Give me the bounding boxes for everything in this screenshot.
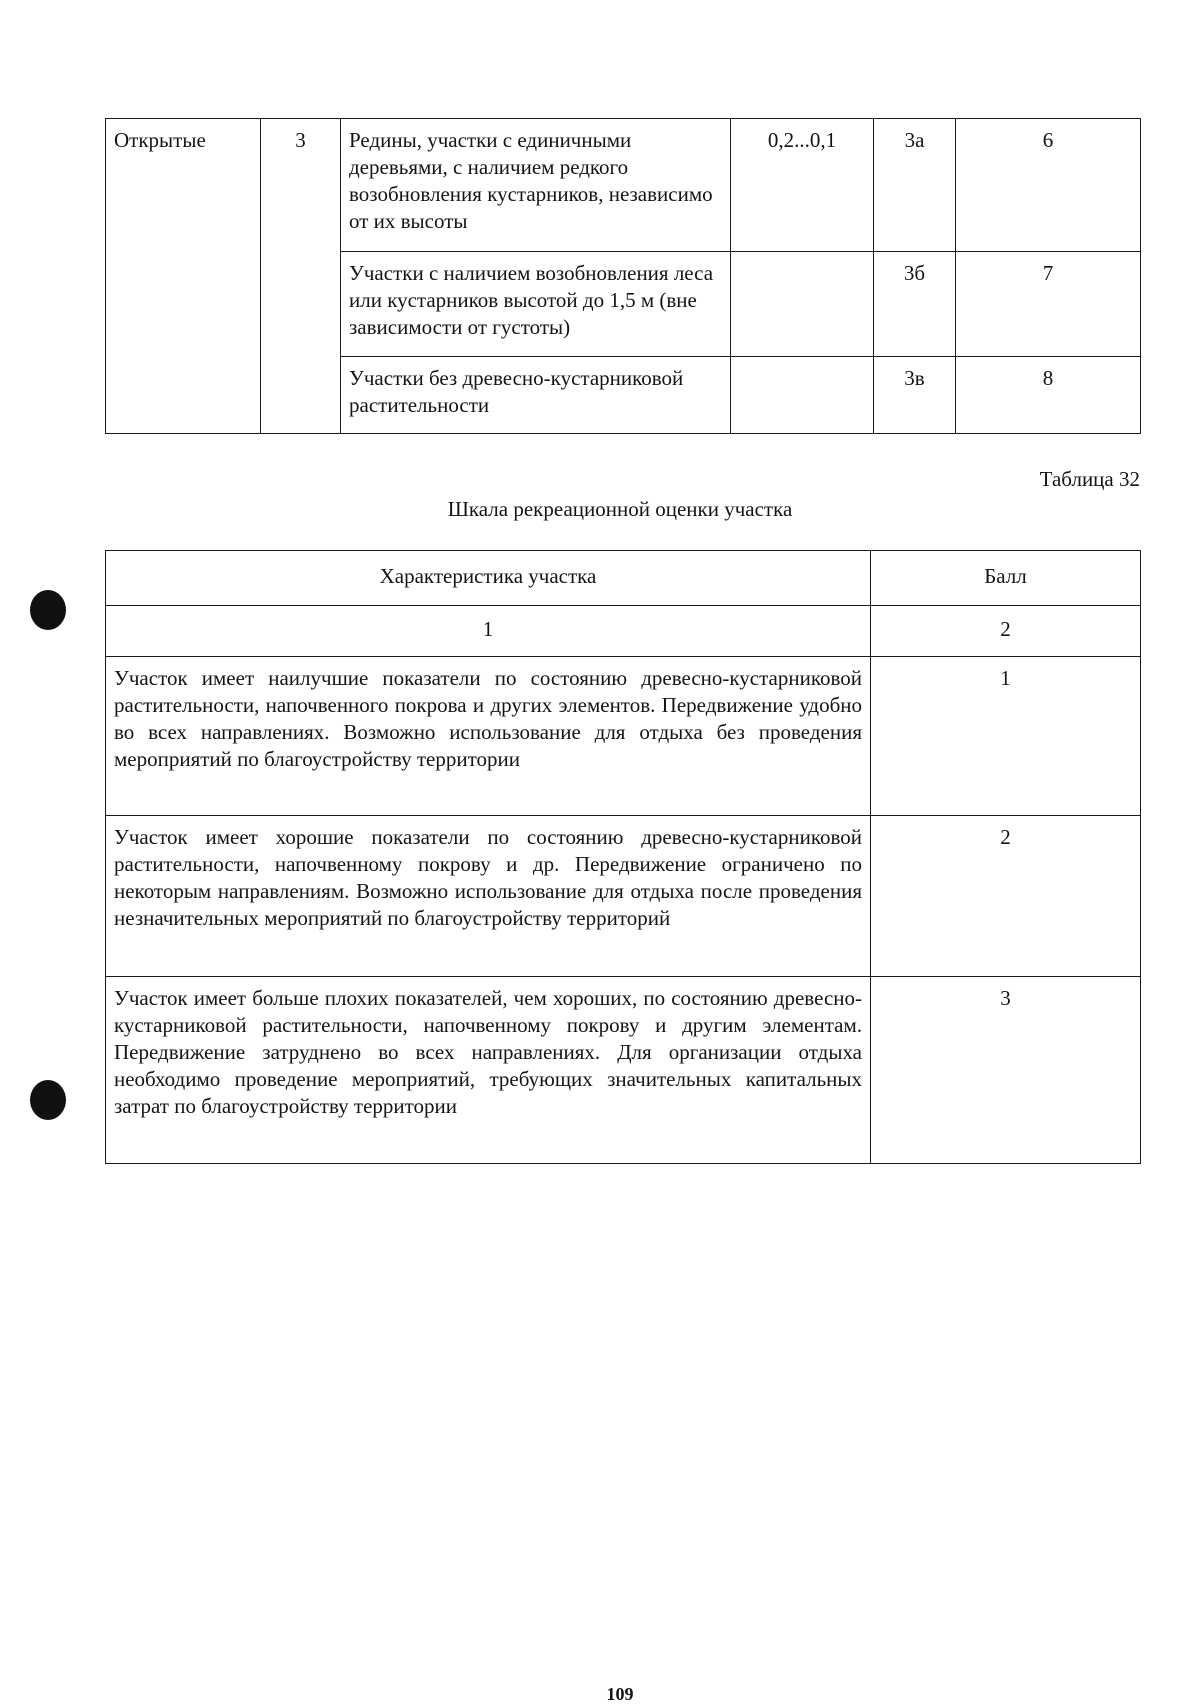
row-score: 1 (871, 657, 1141, 816)
row-description: Редины, участки с единичными деревьями, с наличием редкого возобновления кустарников, независимо от их высоты (341, 119, 731, 252)
page-number: 109 (606, 1684, 634, 1704)
table-row (106, 977, 1141, 1164)
row-density (731, 357, 874, 434)
punch-hole-mark (30, 590, 66, 630)
column-header: Характеристика участка (106, 551, 871, 606)
table-row (106, 119, 1141, 252)
row-score: 3 (871, 977, 1141, 1164)
table-header-row (106, 551, 1141, 606)
row-class: 6 (956, 119, 1141, 252)
column-number: 1 (106, 606, 871, 657)
table-label: Таблица 32 (1039, 467, 1140, 491)
column-number: 2 (871, 606, 1141, 657)
row-description: Участок имеет наилучшие показатели по состоянию древесно-кустарниковой растительности, напочвенного покрова и других элементов. Передвижение удобно во всех направлениях. Возможно использование для отдыха без проведения мероприятий по благоустройству территории (106, 657, 871, 816)
column-header: Балл (871, 551, 1141, 606)
row-class: 7 (956, 252, 1141, 357)
group-number: 3 (261, 119, 341, 434)
row-class: 8 (956, 357, 1141, 434)
row-description: Участок имеет больше плохих показателей, чем хороших, по состоянию древесно-кустарниковой растительности, напочвенному покрову и другим элементам. Передвижение затруднено во всех направлениях. Для организации отдыха необходимо проведение мероприятий, требующих значительных капитальных затрат по благоустройству территории (106, 977, 871, 1164)
row-code: 3б (874, 252, 956, 357)
row-score: 2 (871, 816, 1141, 977)
punch-hole-mark (30, 1080, 66, 1120)
row-code: 3в (874, 357, 956, 434)
recreation-score-table (105, 550, 1141, 1164)
row-code: 3а (874, 119, 956, 252)
row-description: Участки с наличием возобновления леса или кустарников высотой до 1,5 м (вне зависимости от густоты) (341, 252, 731, 357)
row-description: Участки без древесно-кустарниковой растительности (341, 357, 731, 434)
row-density: 0,2...0,1 (731, 119, 874, 252)
table-title: Шкала рекреационной оценки участка (447, 497, 793, 521)
row-density (731, 252, 874, 357)
table-row (106, 657, 1141, 816)
row-description: Участок имеет хорошие показатели по состоянию древесно-кустарниковой растительности, напочвенному покрову и др. Передвижение ограничено по некоторым направлениям. Возможно использование для отдыха после проведения незначительных мероприятий по благоустройству территорий (106, 816, 871, 977)
table-row (106, 816, 1141, 977)
forest-class-table (105, 118, 1141, 434)
column-number-row (106, 606, 1141, 657)
group-label: Открытые (106, 119, 261, 434)
